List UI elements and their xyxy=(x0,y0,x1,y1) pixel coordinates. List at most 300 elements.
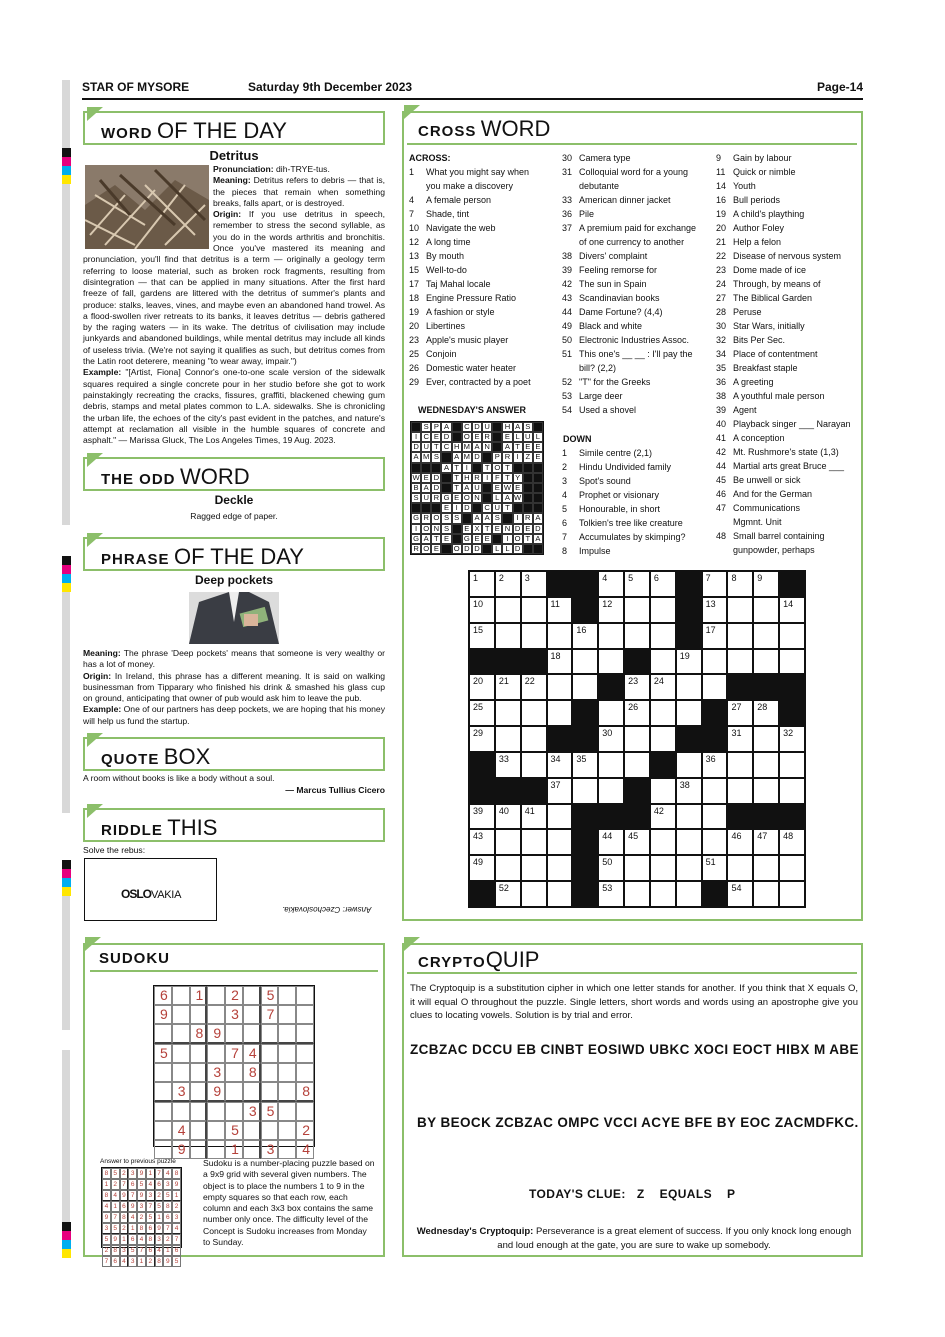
crossword-cell[interactable] xyxy=(727,700,753,726)
black-square xyxy=(492,432,502,442)
crossword-cell[interactable] xyxy=(676,752,702,778)
answer-cell: D xyxy=(441,432,451,442)
answer-cell: 3 xyxy=(155,1234,164,1245)
crossword-cell[interactable] xyxy=(753,649,779,675)
crossword-cell[interactable] xyxy=(495,674,521,700)
sudoku-cell[interactable] xyxy=(190,1005,208,1024)
crossword-cell[interactable] xyxy=(495,752,521,778)
clue-number: 10 xyxy=(409,223,420,233)
crossword-cell[interactable] xyxy=(702,752,728,778)
clue-number-label: 28 xyxy=(757,702,768,713)
clue-item xyxy=(716,221,858,235)
black-square xyxy=(676,597,702,623)
crossword-cell[interactable] xyxy=(547,881,573,907)
sudoku-cell[interactable] xyxy=(278,1044,296,1063)
sudoku-cell[interactable] xyxy=(190,1140,208,1159)
sudoku-cell[interactable] xyxy=(207,1121,225,1140)
crossword-cell[interactable] xyxy=(753,855,779,881)
crossword-cell[interactable] xyxy=(521,829,547,855)
sudoku-cell[interactable] xyxy=(190,1121,208,1140)
crossword-cell[interactable] xyxy=(702,571,728,597)
clue-number-label: 20 xyxy=(473,676,484,687)
crossword-cell[interactable] xyxy=(779,752,805,778)
crossword-cell[interactable] xyxy=(753,726,779,752)
crossword-cell[interactable] xyxy=(650,726,676,752)
crossword-cell[interactable] xyxy=(650,881,676,907)
sudoku-cell[interactable] xyxy=(278,1102,296,1121)
clue-text: Quick or nimble xyxy=(733,167,796,177)
answer-cell: M xyxy=(423,452,430,462)
crossword-cell[interactable] xyxy=(727,571,753,597)
crossword-cell[interactable] xyxy=(702,804,728,830)
crossword-cell[interactable] xyxy=(598,881,624,907)
answer-cell: E xyxy=(502,432,512,442)
black-square xyxy=(727,804,753,830)
sudoku-cell[interactable] xyxy=(207,1044,225,1063)
sudoku-cell[interactable] xyxy=(243,1005,261,1024)
crossword-cell[interactable] xyxy=(753,752,779,778)
answer-cell: 6 xyxy=(128,1234,137,1245)
sudoku-cell[interactable] xyxy=(296,1005,314,1024)
crossword-cell[interactable] xyxy=(495,881,521,907)
crossword-cell[interactable] xyxy=(572,674,598,700)
crossword-cell[interactable] xyxy=(598,855,624,881)
crossword-cell[interactable] xyxy=(547,597,573,623)
sudoku-heading: SUDOKU xyxy=(83,943,385,973)
crossword-cell[interactable] xyxy=(598,649,624,675)
crossword-cell[interactable] xyxy=(469,571,495,597)
crossword-cell[interactable] xyxy=(727,597,753,623)
crossword-cell[interactable] xyxy=(521,674,547,700)
crossword-cell[interactable] xyxy=(779,726,805,752)
clue-number-label: 49 xyxy=(473,857,484,868)
crossword-cell[interactable] xyxy=(572,623,598,649)
clue-text: Tolkien's tree like creature xyxy=(579,518,683,528)
crossword-cell[interactable] xyxy=(702,623,728,649)
clue-number: 1 xyxy=(409,167,415,177)
clue-text: Accumulates by skimping? xyxy=(579,532,686,542)
answer-cell: 5 xyxy=(128,1245,137,1256)
black-square xyxy=(523,544,533,554)
answer-cell: E xyxy=(441,503,451,513)
crossword-cell[interactable] xyxy=(702,597,728,623)
sudoku-cell[interactable] xyxy=(154,1063,172,1082)
answer-cell: S xyxy=(523,422,533,432)
clue-text: Hindu Undivided family xyxy=(579,462,672,472)
answer-cell: Y xyxy=(513,473,523,483)
sudoku-cell[interactable] xyxy=(172,1024,190,1044)
answer-cell: 8 xyxy=(111,1245,120,1256)
clue-number-label: 40 xyxy=(498,805,509,816)
sudoku-cell[interactable] xyxy=(261,1082,279,1102)
crossword-cell[interactable] xyxy=(572,649,598,675)
crossword-cell[interactable] xyxy=(624,881,650,907)
crossword-cell[interactable] xyxy=(598,726,624,752)
answer-cell: A xyxy=(441,463,451,473)
crossword-grid[interactable] xyxy=(468,570,806,908)
crossword-cell[interactable] xyxy=(779,597,805,623)
crossword-cell[interactable] xyxy=(624,700,650,726)
crossword-cell[interactable] xyxy=(650,829,676,855)
crossword-cell[interactable] xyxy=(572,752,598,778)
crossword-cell[interactable] xyxy=(469,804,495,830)
crossword-cell[interactable] xyxy=(650,649,676,675)
sudoku-cell[interactable] xyxy=(172,986,190,1005)
answer-cell: 8 xyxy=(146,1234,155,1245)
crossword-cell[interactable] xyxy=(598,597,624,623)
crossword-cell[interactable] xyxy=(624,726,650,752)
crossword-cell[interactable] xyxy=(521,623,547,649)
clue-number-label: 18 xyxy=(550,650,561,661)
sudoku-cell: 5 xyxy=(261,986,279,1005)
sudoku-cell[interactable] xyxy=(278,1024,296,1044)
clue-text: Breakfast staple xyxy=(733,363,798,373)
black-square xyxy=(513,463,523,473)
black-square xyxy=(452,524,462,534)
sudoku-cell[interactable] xyxy=(296,986,314,1005)
crossword-cell[interactable] xyxy=(779,829,805,855)
sudoku-cell[interactable] xyxy=(261,1024,279,1044)
crossword-cell[interactable] xyxy=(547,829,573,855)
clue-number-label: 52 xyxy=(498,883,509,894)
crossword-cell[interactable] xyxy=(753,623,779,649)
crossword-cell[interactable] xyxy=(495,597,521,623)
crossword-cell[interactable] xyxy=(702,649,728,675)
sudoku-cell[interactable] xyxy=(190,1082,208,1102)
sudoku-cell[interactable] xyxy=(154,1121,172,1140)
sudoku-cell[interactable] xyxy=(296,1102,314,1121)
crossword-cell[interactable] xyxy=(676,674,702,700)
answer-cell: 9 xyxy=(155,1223,164,1234)
sudoku-cell[interactable] xyxy=(243,1121,261,1140)
sudoku-rule xyxy=(90,970,378,972)
answer-cell: 2 xyxy=(137,1212,146,1223)
sudoku-cell[interactable] xyxy=(190,1044,208,1063)
answer-cell: S xyxy=(431,452,441,462)
crossword-cell[interactable] xyxy=(547,855,573,881)
sudoku-cell[interactable] xyxy=(278,1140,296,1159)
odd-word-heading: THE ODD WORD xyxy=(83,457,385,491)
crossword-cell[interactable] xyxy=(521,881,547,907)
sudoku-cell[interactable] xyxy=(190,1102,208,1121)
crossword-cell[interactable] xyxy=(469,726,495,752)
sudoku-cell[interactable] xyxy=(207,1102,225,1121)
crossword-cell[interactable] xyxy=(547,778,573,804)
crossword-cell[interactable] xyxy=(495,804,521,830)
clue-number-label: 36 xyxy=(705,753,716,764)
sudoku-cell[interactable] xyxy=(172,1044,190,1063)
crossword-cell[interactable] xyxy=(676,804,702,830)
crossword-cell[interactable] xyxy=(469,597,495,623)
crossword-cell[interactable] xyxy=(547,804,573,830)
clue-number xyxy=(562,179,579,193)
crossword-cell[interactable] xyxy=(598,752,624,778)
clue-number: 39 xyxy=(716,405,727,415)
answer-cell: 5 xyxy=(137,1179,146,1190)
sudoku-cell: 7 xyxy=(261,1005,279,1024)
crossword-cell[interactable] xyxy=(650,855,676,881)
sudoku-cell[interactable] xyxy=(154,1102,172,1121)
clue-number-label: 47 xyxy=(757,831,768,842)
black-square xyxy=(523,503,533,513)
crossword-cell[interactable] xyxy=(727,778,753,804)
clue-number: 11 xyxy=(716,167,726,177)
sudoku-cell[interactable] xyxy=(225,1102,243,1121)
clue-number xyxy=(716,515,733,529)
sudoku-cell[interactable] xyxy=(278,1063,296,1082)
clue-text: Star Wars, initially xyxy=(733,321,805,331)
crossword-cell[interactable] xyxy=(495,700,521,726)
crossword-cell[interactable] xyxy=(521,726,547,752)
clue-number: 12 xyxy=(409,237,420,247)
answer-cell: E xyxy=(482,534,492,544)
answer-cell: N xyxy=(472,493,482,503)
sudoku-cell[interactable] xyxy=(172,1005,190,1024)
crossword-cell[interactable] xyxy=(469,700,495,726)
crossword-cell[interactable] xyxy=(727,623,753,649)
clue-number: 37 xyxy=(562,223,573,233)
crossword-cell[interactable] xyxy=(702,674,728,700)
clue-number: 3 xyxy=(562,476,568,486)
black-square xyxy=(431,463,441,473)
answer-cell: 1 xyxy=(137,1256,146,1267)
crossword-cell[interactable] xyxy=(650,597,676,623)
clue-number: 43 xyxy=(562,293,573,303)
sudoku-cell[interactable] xyxy=(154,1024,172,1044)
black-square xyxy=(676,623,702,649)
crossword-cell[interactable] xyxy=(727,881,753,907)
crossword-cell[interactable] xyxy=(547,623,573,649)
clue-number: 20 xyxy=(409,321,420,331)
sudoku-cell[interactable] xyxy=(207,1005,225,1024)
sudoku-cell[interactable] xyxy=(207,1140,225,1159)
crossword-cell[interactable] xyxy=(469,623,495,649)
sudoku-cell: 9 xyxy=(172,1140,190,1159)
clue-number: 4 xyxy=(409,195,415,205)
crossword-cell[interactable] xyxy=(779,855,805,881)
sudoku-cell[interactable] xyxy=(296,1063,314,1082)
sudoku-cell[interactable] xyxy=(172,1063,190,1082)
answer-cell: T xyxy=(502,503,512,513)
crossword-cell[interactable] xyxy=(702,855,728,881)
clue-number-label: 4 xyxy=(602,573,608,583)
crossword-cell[interactable] xyxy=(521,855,547,881)
crossword-cell[interactable] xyxy=(753,571,779,597)
crossword-cell[interactable] xyxy=(521,804,547,830)
clue-text: Domestic water heater xyxy=(426,363,517,373)
sudoku-cell[interactable] xyxy=(243,1024,261,1044)
crossword-cell[interactable] xyxy=(727,726,753,752)
crossword-cell[interactable] xyxy=(598,778,624,804)
black-square xyxy=(523,493,533,503)
answer-cell: R xyxy=(502,452,512,462)
crossword-cell[interactable] xyxy=(753,597,779,623)
crossword-cell[interactable] xyxy=(727,855,753,881)
sudoku-cell[interactable] xyxy=(261,1044,279,1063)
crossword-cell[interactable] xyxy=(676,778,702,804)
answer-cell: 9 xyxy=(102,1212,111,1223)
crossword-cell[interactable] xyxy=(469,674,495,700)
sudoku-cell[interactable] xyxy=(261,1063,279,1082)
crossword-cell[interactable] xyxy=(676,881,702,907)
crossword-cell[interactable] xyxy=(495,571,521,597)
answer-cell: 1 xyxy=(111,1201,120,1212)
clue-text: Small barrel containing xyxy=(733,531,825,541)
clue-number-label: 33 xyxy=(498,753,509,764)
answer-cell: A xyxy=(472,442,482,452)
clue-number: 15 xyxy=(409,265,420,275)
crossword-cell[interactable] xyxy=(495,855,521,881)
sudoku-grid[interactable] xyxy=(153,985,315,1157)
crossword-cell[interactable] xyxy=(779,778,805,804)
crossword-cell[interactable] xyxy=(547,674,573,700)
rebus-part-1: OSLO xyxy=(121,887,152,901)
crossword-cell[interactable] xyxy=(521,700,547,726)
clue-text: Libertines xyxy=(426,321,466,331)
clue-number-label: 6 xyxy=(653,573,659,583)
black-square xyxy=(523,473,533,483)
crossword-cell[interactable] xyxy=(650,700,676,726)
sudoku-cell: 4 xyxy=(296,1140,314,1159)
crossword-cell[interactable] xyxy=(495,829,521,855)
crossword-cell[interactable] xyxy=(572,778,598,804)
black-square xyxy=(779,571,805,597)
sudoku-cell[interactable] xyxy=(154,1140,172,1159)
crossword-cell[interactable] xyxy=(650,674,676,700)
crossword-cell[interactable] xyxy=(753,829,779,855)
answer-cell: E xyxy=(441,534,451,544)
crossword-cell[interactable] xyxy=(624,829,650,855)
sudoku-cell[interactable] xyxy=(243,1082,261,1102)
crossword-cell[interactable] xyxy=(702,778,728,804)
sudoku-cell[interactable] xyxy=(172,1102,190,1121)
crossword-cell[interactable] xyxy=(676,649,702,675)
crossword-cell[interactable] xyxy=(521,597,547,623)
crossword-cell[interactable] xyxy=(624,752,650,778)
crossword-cell[interactable] xyxy=(727,649,753,675)
sudoku-cell[interactable] xyxy=(154,1082,172,1102)
crossword-cell[interactable] xyxy=(753,700,779,726)
clue-number: 48 xyxy=(716,531,727,541)
answer-cell: N xyxy=(502,524,512,534)
crossword-cell[interactable] xyxy=(624,597,650,623)
sudoku-cell[interactable] xyxy=(278,1121,296,1140)
clue-item xyxy=(716,193,858,207)
sudoku-cell[interactable] xyxy=(278,1082,296,1102)
crossword-cell[interactable] xyxy=(547,752,573,778)
sudoku-cell[interactable] xyxy=(261,1121,279,1140)
clue-text: Ever, contracted by a poet xyxy=(426,377,531,387)
answer-cell: 6 xyxy=(155,1179,164,1190)
crossword-cell[interactable] xyxy=(624,674,650,700)
crossword-cell[interactable] xyxy=(676,855,702,881)
answer-cell: E xyxy=(492,524,502,534)
crossword-cell[interactable] xyxy=(598,623,624,649)
crossword-cell[interactable] xyxy=(753,881,779,907)
black-square xyxy=(521,778,547,804)
black-square xyxy=(547,571,573,597)
crossword-cell[interactable] xyxy=(753,778,779,804)
sudoku-cell[interactable] xyxy=(190,1063,208,1082)
answer-cell: A xyxy=(502,493,512,503)
clue-item xyxy=(716,375,858,389)
answer-cell: D xyxy=(513,524,523,534)
sudoku-cell[interactable] xyxy=(243,986,261,1005)
crossword-cell[interactable] xyxy=(469,855,495,881)
crossword-cell[interactable] xyxy=(779,623,805,649)
answer-cell: 7 xyxy=(128,1190,137,1201)
clue-item xyxy=(409,361,559,375)
sudoku-cell[interactable] xyxy=(278,986,296,1005)
answer-cell: 2 xyxy=(155,1190,164,1201)
sudoku-cell[interactable] xyxy=(225,1063,243,1082)
crossword-cell[interactable] xyxy=(676,700,702,726)
crossword-cell[interactable] xyxy=(521,752,547,778)
answer-cell: 7 xyxy=(172,1234,181,1245)
crossword-cell[interactable] xyxy=(779,881,805,907)
crossword-cell[interactable] xyxy=(598,571,624,597)
clue-item xyxy=(716,291,858,305)
crossword-cell[interactable] xyxy=(598,829,624,855)
crossword-cell[interactable] xyxy=(598,700,624,726)
clue-item xyxy=(562,249,712,263)
answer-cell: S xyxy=(441,513,451,523)
crossword-cell[interactable] xyxy=(650,623,676,649)
answer-cell: 2 xyxy=(172,1201,181,1212)
crossword-cell[interactable] xyxy=(624,623,650,649)
sudoku-cell[interactable] xyxy=(225,1024,243,1044)
clue-number-label: 11 xyxy=(550,598,560,609)
crossword-cell[interactable] xyxy=(650,804,676,830)
sudoku-cell[interactable] xyxy=(243,1140,261,1159)
sudoku-cell[interactable] xyxy=(296,1044,314,1063)
answer-cell: 2 xyxy=(120,1223,129,1234)
crossword-cell[interactable] xyxy=(521,571,547,597)
crossword-cell[interactable] xyxy=(650,778,676,804)
black-square xyxy=(676,571,702,597)
clue-number xyxy=(409,179,426,193)
answer-cell: E xyxy=(492,483,502,493)
clue-item xyxy=(562,165,712,179)
sudoku-cell[interactable] xyxy=(225,1082,243,1102)
crossword-cell[interactable] xyxy=(727,829,753,855)
sudoku-cell: 3 xyxy=(261,1140,279,1159)
clue-number: 25 xyxy=(409,349,420,359)
clue-item xyxy=(562,544,712,558)
crossword-cell[interactable] xyxy=(702,829,728,855)
crossword-cell[interactable] xyxy=(779,649,805,675)
clue-item xyxy=(562,403,712,417)
crossword-cell[interactable] xyxy=(495,623,521,649)
crossword-cell[interactable] xyxy=(624,571,650,597)
answer-cell: E xyxy=(472,534,482,544)
crossword-cell[interactable] xyxy=(727,752,753,778)
crossword-cell[interactable] xyxy=(624,855,650,881)
answer-cell: M xyxy=(463,452,470,462)
sudoku-cell[interactable] xyxy=(207,986,225,1005)
crossword-cell[interactable] xyxy=(495,726,521,752)
sudoku-cell[interactable] xyxy=(296,1024,314,1044)
crossword-cell[interactable] xyxy=(469,829,495,855)
black-square xyxy=(482,483,492,493)
crossword-cell[interactable] xyxy=(547,700,573,726)
crossword-cell[interactable] xyxy=(676,829,702,855)
answer-cell: N xyxy=(482,442,492,452)
crossword-cell[interactable] xyxy=(547,649,573,675)
clue-text: A long time xyxy=(426,237,471,247)
crossword-cell[interactable] xyxy=(650,571,676,597)
sudoku-cell[interactable] xyxy=(278,1005,296,1024)
